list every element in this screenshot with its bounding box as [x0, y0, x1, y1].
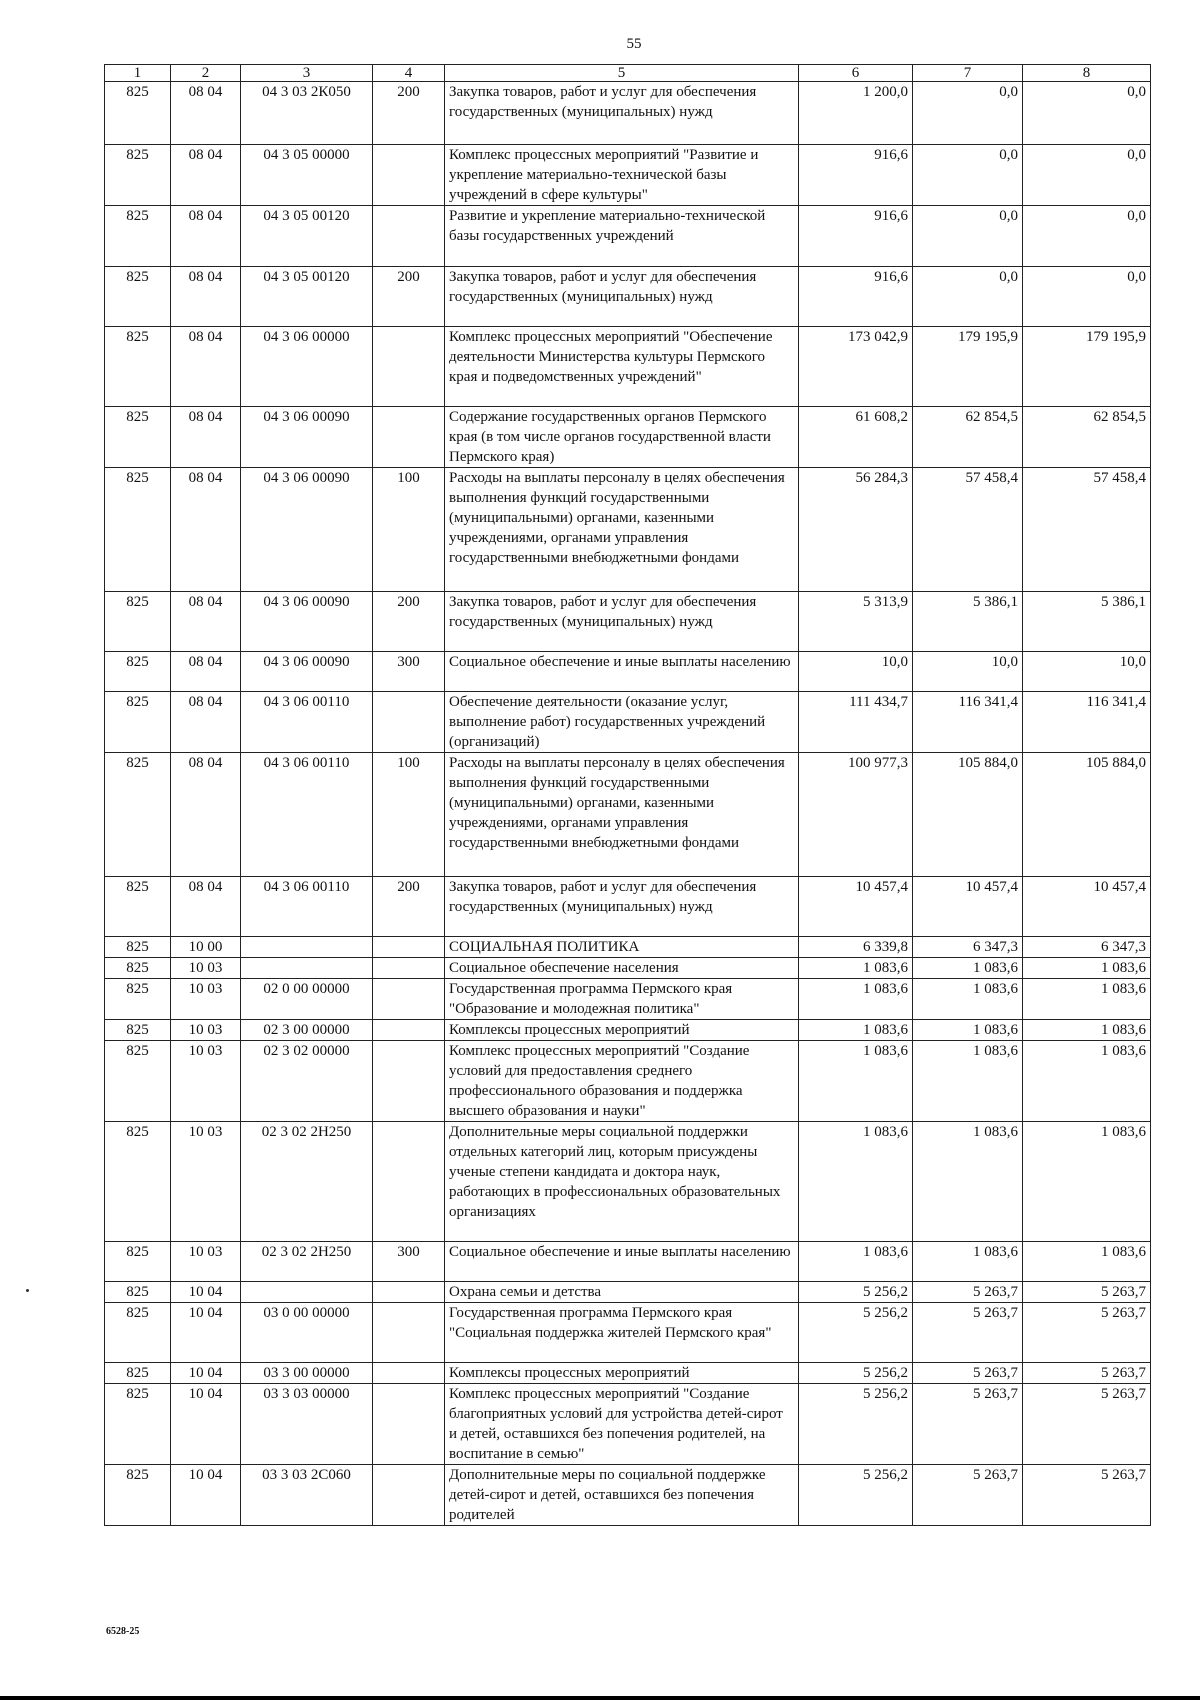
cell-c5: Содержание государственных органов Пермского края (в том числе органов государственной власти Пермского края) [445, 407, 799, 468]
cell-c4 [373, 1363, 445, 1384]
cell-c3: 04 3 06 00000 [241, 327, 373, 407]
cell-c8: 1 083,6 [1023, 1020, 1151, 1041]
cell-c1: 825 [105, 1242, 171, 1282]
cell-c4: 200 [373, 877, 445, 937]
cell-c4 [373, 407, 445, 468]
cell-c7: 62 854,5 [913, 407, 1023, 468]
cell-c6: 10,0 [799, 652, 913, 692]
cell-c1: 825 [105, 877, 171, 937]
cell-c3: 04 3 05 00120 [241, 206, 373, 267]
cell-c7: 105 884,0 [913, 753, 1023, 877]
cell-c4 [373, 145, 445, 206]
cell-c8: 1 083,6 [1023, 1242, 1151, 1282]
cell-c7: 0,0 [913, 82, 1023, 145]
cell-c2: 08 04 [171, 267, 241, 327]
cell-c1: 825 [105, 1020, 171, 1041]
cell-c1: 825 [105, 1303, 171, 1363]
column-header: 2 [171, 65, 241, 82]
cell-c6: 1 083,6 [799, 1242, 913, 1282]
cell-c4: 100 [373, 468, 445, 592]
cell-c2: 10 04 [171, 1303, 241, 1363]
cell-c6: 100 977,3 [799, 753, 913, 877]
table-row [105, 1020, 1151, 1041]
cell-c7: 1 083,6 [913, 1122, 1023, 1242]
table-row [105, 1384, 1151, 1465]
cell-c2: 10 00 [171, 937, 241, 958]
cell-c4 [373, 206, 445, 267]
budget-table [104, 64, 1151, 1526]
cell-c3: 02 3 00 00000 [241, 1020, 373, 1041]
cell-c1: 825 [105, 206, 171, 267]
cell-c4 [373, 692, 445, 753]
cell-c8: 1 083,6 [1023, 1041, 1151, 1122]
cell-c7: 1 083,6 [913, 1020, 1023, 1041]
column-header: 8 [1023, 65, 1151, 82]
cell-c3 [241, 1282, 373, 1303]
cell-c2: 08 04 [171, 407, 241, 468]
cell-c4: 200 [373, 592, 445, 652]
table-row [105, 1041, 1151, 1122]
table-row [105, 267, 1151, 327]
cell-c6: 1 083,6 [799, 1020, 913, 1041]
cell-c3 [241, 937, 373, 958]
cell-c3: 02 3 02 2Н250 [241, 1122, 373, 1242]
cell-c1: 825 [105, 937, 171, 958]
cell-c4: 300 [373, 652, 445, 692]
cell-c8: 5 263,7 [1023, 1465, 1151, 1526]
cell-c8: 62 854,5 [1023, 407, 1151, 468]
cell-c4 [373, 1384, 445, 1465]
cell-c4 [373, 1303, 445, 1363]
cell-c2: 10 04 [171, 1363, 241, 1384]
scan-edge [0, 1696, 1200, 1700]
cell-c7: 5 263,7 [913, 1465, 1023, 1526]
header-row [105, 65, 1151, 82]
cell-c1: 825 [105, 1465, 171, 1526]
cell-c5: Комплекс процессных мероприятий "Создание благоприятных условий для устройства детей-сирот и детей, оставшихся без попечения родителей, на воспитание в семью" [445, 1384, 799, 1465]
cell-c5: Закупка товаров, работ и услуг для обеспечения государственных (муниципальных) нужд [445, 267, 799, 327]
table-row [105, 979, 1151, 1020]
cell-c7: 5 263,7 [913, 1282, 1023, 1303]
cell-c8: 0,0 [1023, 82, 1151, 145]
cell-c8: 5 263,7 [1023, 1363, 1151, 1384]
cell-c8: 5 263,7 [1023, 1303, 1151, 1363]
cell-c4 [373, 937, 445, 958]
table-row [105, 937, 1151, 958]
cell-c7: 1 083,6 [913, 1242, 1023, 1282]
cell-c7: 116 341,4 [913, 692, 1023, 753]
table-row [105, 1303, 1151, 1363]
document-code: 6528-25 [106, 1626, 140, 1637]
cell-c2: 10 03 [171, 979, 241, 1020]
cell-c6: 61 608,2 [799, 407, 913, 468]
cell-c5: Комплексы процессных мероприятий [445, 1363, 799, 1384]
cell-c7: 57 458,4 [913, 468, 1023, 592]
cell-c2: 08 04 [171, 592, 241, 652]
cell-c1: 825 [105, 1282, 171, 1303]
cell-c5: Развитие и укрепление материально-технической базы государственных учреждений [445, 206, 799, 267]
table-row [105, 82, 1151, 145]
cell-c7: 10 457,4 [913, 877, 1023, 937]
cell-c1: 825 [105, 267, 171, 327]
cell-c7: 1 083,6 [913, 958, 1023, 979]
cell-c4 [373, 1465, 445, 1526]
cell-c4 [373, 1041, 445, 1122]
table-row [105, 327, 1151, 407]
cell-c6: 5 256,2 [799, 1282, 913, 1303]
cell-c3: 02 0 00 00000 [241, 979, 373, 1020]
cell-c3: 03 3 03 00000 [241, 1384, 373, 1465]
cell-c1: 825 [105, 468, 171, 592]
cell-c7: 6 347,3 [913, 937, 1023, 958]
cell-c8: 6 347,3 [1023, 937, 1151, 958]
cell-c1: 825 [105, 1363, 171, 1384]
cell-c2: 08 04 [171, 753, 241, 877]
cell-c6: 916,6 [799, 267, 913, 327]
cell-c1: 825 [105, 1041, 171, 1122]
cell-c7: 5 263,7 [913, 1303, 1023, 1363]
cell-c5: Государственная программа Пермского края "Образование и молодежная политика" [445, 979, 799, 1020]
cell-c7: 10,0 [913, 652, 1023, 692]
page-number: 55 [626, 36, 642, 52]
column-header: 4 [373, 65, 445, 82]
table-row [105, 407, 1151, 468]
cell-c7: 5 386,1 [913, 592, 1023, 652]
table-row [105, 877, 1151, 937]
cell-c2: 10 03 [171, 1122, 241, 1242]
cell-c3: 02 3 02 2Н250 [241, 1242, 373, 1282]
cell-c6: 56 284,3 [799, 468, 913, 592]
cell-c8: 10,0 [1023, 652, 1151, 692]
table-row [105, 692, 1151, 753]
cell-c8: 5 386,1 [1023, 592, 1151, 652]
cell-c8: 10 457,4 [1023, 877, 1151, 937]
cell-c3: 04 3 06 00110 [241, 692, 373, 753]
cell-c6: 1 083,6 [799, 1122, 913, 1242]
cell-c4 [373, 1282, 445, 1303]
cell-c2: 08 04 [171, 468, 241, 592]
cell-c4: 100 [373, 753, 445, 877]
cell-c8: 179 195,9 [1023, 327, 1151, 407]
cell-c5: Охрана семьи и детства [445, 1282, 799, 1303]
cell-c1: 825 [105, 692, 171, 753]
cell-c7: 1 083,6 [913, 1041, 1023, 1122]
cell-c5: Комплексы процессных мероприятий [445, 1020, 799, 1041]
cell-c1: 825 [105, 1122, 171, 1242]
cell-c5: Закупка товаров, работ и услуг для обеспечения государственных (муниципальных) нужд [445, 877, 799, 937]
table-row [105, 652, 1151, 692]
cell-c2: 10 03 [171, 1242, 241, 1282]
cell-c3: 04 3 06 00110 [241, 877, 373, 937]
cell-c6: 111 434,7 [799, 692, 913, 753]
cell-c4: 300 [373, 1242, 445, 1282]
cell-c4 [373, 979, 445, 1020]
cell-c5: Расходы на выплаты персоналу в целях обеспечения выполнения функций государственными (муниципальными) органами, казенными учреждениями, органами управления государственными внебюджетными фондами [445, 753, 799, 877]
column-header: 3 [241, 65, 373, 82]
cell-c6: 6 339,8 [799, 937, 913, 958]
cell-c2: 08 04 [171, 692, 241, 753]
cell-c3: 04 3 03 2К050 [241, 82, 373, 145]
table-row [105, 753, 1151, 877]
cell-c6: 1 200,0 [799, 82, 913, 145]
cell-c5: Социальное обеспечение населения [445, 958, 799, 979]
column-header: 7 [913, 65, 1023, 82]
cell-c6: 10 457,4 [799, 877, 913, 937]
table-row [105, 145, 1151, 206]
cell-c8: 0,0 [1023, 145, 1151, 206]
cell-c3: 04 3 06 00090 [241, 652, 373, 692]
cell-c5: Комплекс процессных мероприятий "Развитие и укрепление материально-технической базы учреждений в сфере культуры" [445, 145, 799, 206]
cell-c6: 1 083,6 [799, 1041, 913, 1122]
cell-c8: 105 884,0 [1023, 753, 1151, 877]
cell-c8: 1 083,6 [1023, 1122, 1151, 1242]
cell-c1: 825 [105, 1384, 171, 1465]
cell-c2: 08 04 [171, 877, 241, 937]
cell-c8: 1 083,6 [1023, 958, 1151, 979]
cell-c6: 5 256,2 [799, 1384, 913, 1465]
cell-c5: Закупка товаров, работ и услуг для обеспечения государственных (муниципальных) нужд [445, 592, 799, 652]
cell-c1: 825 [105, 592, 171, 652]
cell-c7: 5 263,7 [913, 1384, 1023, 1465]
cell-c3: 04 3 06 00090 [241, 407, 373, 468]
cell-c5: Социальное обеспечение и иные выплаты населению [445, 652, 799, 692]
table-row [105, 592, 1151, 652]
cell-c4 [373, 1020, 445, 1041]
cell-c4: 200 [373, 267, 445, 327]
cell-c5: Государственная программа Пермского края "Социальная поддержка жителей Пермского края" [445, 1303, 799, 1363]
cell-c3 [241, 958, 373, 979]
cell-c2: 10 03 [171, 958, 241, 979]
cell-c7: 0,0 [913, 206, 1023, 267]
cell-c5: Дополнительные меры по социальной поддержке детей-сирот и детей, оставшихся без попечения родителей [445, 1465, 799, 1526]
column-header: 6 [799, 65, 913, 82]
cell-c2: 08 04 [171, 327, 241, 407]
cell-c3: 02 3 02 00000 [241, 1041, 373, 1122]
cell-c6: 916,6 [799, 145, 913, 206]
cell-c6: 1 083,6 [799, 979, 913, 1020]
cell-c2: 10 04 [171, 1465, 241, 1526]
cell-c5: Комплекс процессных мероприятий "Обеспечение деятельности Министерства культуры Пермского края и подведомственных учреждений" [445, 327, 799, 407]
cell-c5: Дополнительные меры социальной поддержки отдельных категорий лиц, которым присуждены ученые степени кандидата и доктора наук, работающих в профессиональных образовательных организациях [445, 1122, 799, 1242]
cell-c1: 825 [105, 145, 171, 206]
cell-c5: СОЦИАЛЬНАЯ ПОЛИТИКА [445, 937, 799, 958]
cell-c5: Закупка товаров, работ и услуг для обеспечения государственных (муниципальных) нужд [445, 82, 799, 145]
cell-c2: 10 04 [171, 1282, 241, 1303]
cell-c2: 10 04 [171, 1384, 241, 1465]
cell-c5: Социальное обеспечение и иные выплаты населению [445, 1242, 799, 1282]
cell-c8: 0,0 [1023, 206, 1151, 267]
table-row [105, 958, 1151, 979]
cell-c7: 0,0 [913, 145, 1023, 206]
scan-mark [26, 1289, 29, 1292]
table-row [105, 1363, 1151, 1384]
cell-c3: 03 3 00 00000 [241, 1363, 373, 1384]
cell-c8: 1 083,6 [1023, 979, 1151, 1020]
cell-c7: 0,0 [913, 267, 1023, 327]
cell-c1: 825 [105, 82, 171, 145]
cell-c3: 03 0 00 00000 [241, 1303, 373, 1363]
table-row [105, 468, 1151, 592]
cell-c2: 08 04 [171, 206, 241, 267]
table-row [105, 1465, 1151, 1526]
cell-c5: Комплекс процессных мероприятий "Создание условий для предоставления среднего профессионального образования и поддержка высшего образования и науки" [445, 1041, 799, 1122]
cell-c1: 825 [105, 407, 171, 468]
cell-c6: 1 083,6 [799, 958, 913, 979]
cell-c1: 825 [105, 327, 171, 407]
cell-c1: 825 [105, 979, 171, 1020]
cell-c6: 5 256,2 [799, 1465, 913, 1526]
column-header: 1 [105, 65, 171, 82]
cell-c5: Расходы на выплаты персоналу в целях обеспечения выполнения функций государственными (муниципальными) органами, казенными учреждениями, органами управления государственными внебюджетными фондами [445, 468, 799, 592]
table-row [105, 1122, 1151, 1242]
cell-c3: 04 3 06 00090 [241, 592, 373, 652]
cell-c3: 04 3 05 00000 [241, 145, 373, 206]
cell-c1: 825 [105, 753, 171, 877]
cell-c8: 5 263,7 [1023, 1282, 1151, 1303]
cell-c4 [373, 327, 445, 407]
cell-c2: 10 03 [171, 1020, 241, 1041]
cell-c1: 825 [105, 652, 171, 692]
cell-c6: 5 256,2 [799, 1363, 913, 1384]
cell-c6: 5 256,2 [799, 1303, 913, 1363]
cell-c4: 200 [373, 82, 445, 145]
cell-c4 [373, 1122, 445, 1242]
cell-c5: Обеспечение деятельности (оказание услуг, выполнение работ) государственных учреждений (организаций) [445, 692, 799, 753]
cell-c4 [373, 958, 445, 979]
cell-c6: 916,6 [799, 206, 913, 267]
cell-c2: 08 04 [171, 82, 241, 145]
cell-c8: 5 263,7 [1023, 1384, 1151, 1465]
cell-c7: 179 195,9 [913, 327, 1023, 407]
cell-c8: 0,0 [1023, 267, 1151, 327]
cell-c1: 825 [105, 958, 171, 979]
cell-c3: 04 3 06 00090 [241, 468, 373, 592]
cell-c6: 5 313,9 [799, 592, 913, 652]
table-row [105, 1242, 1151, 1282]
cell-c6: 173 042,9 [799, 327, 913, 407]
cell-c3: 04 3 06 00110 [241, 753, 373, 877]
cell-c2: 08 04 [171, 652, 241, 692]
cell-c2: 10 03 [171, 1041, 241, 1122]
cell-c8: 57 458,4 [1023, 468, 1151, 592]
cell-c8: 116 341,4 [1023, 692, 1151, 753]
cell-c2: 08 04 [171, 145, 241, 206]
cell-c7: 5 263,7 [913, 1363, 1023, 1384]
cell-c7: 1 083,6 [913, 979, 1023, 1020]
table-row [105, 1282, 1151, 1303]
cell-c3: 03 3 03 2С060 [241, 1465, 373, 1526]
column-header: 5 [445, 65, 799, 82]
table-row [105, 206, 1151, 267]
cell-c3: 04 3 05 00120 [241, 267, 373, 327]
